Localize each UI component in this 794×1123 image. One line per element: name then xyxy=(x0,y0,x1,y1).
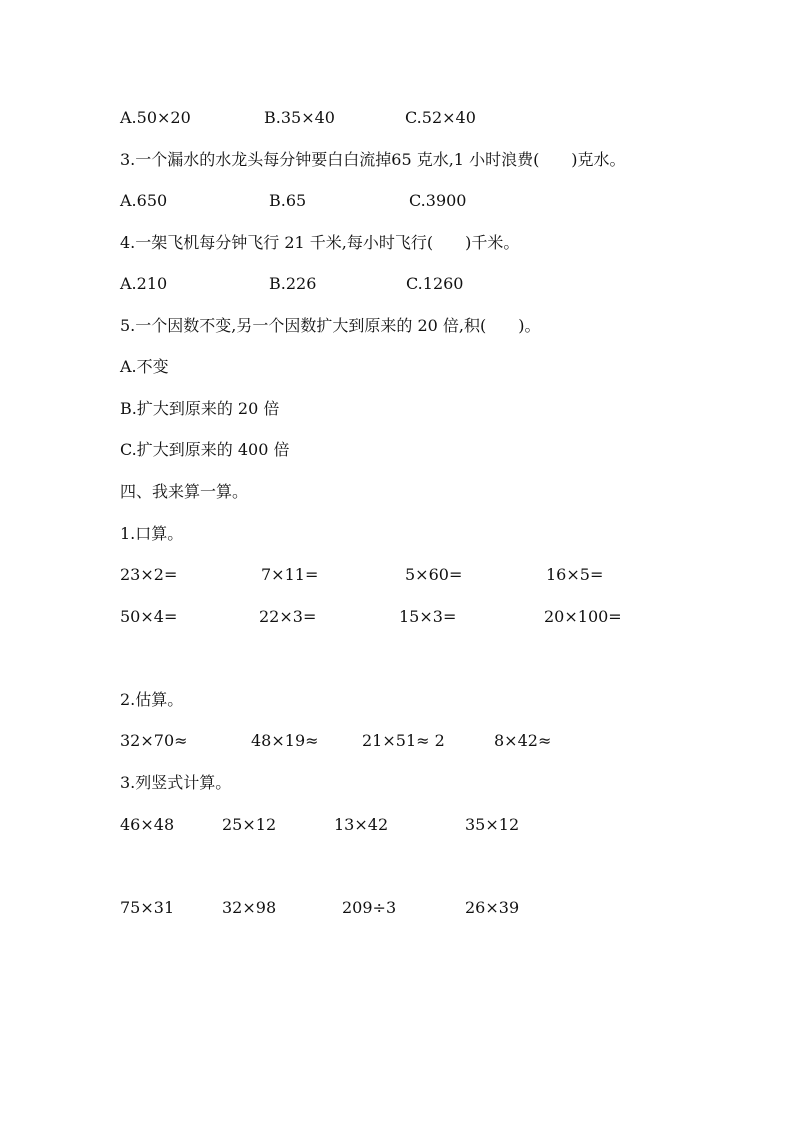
q4-option-a: A.210 xyxy=(120,274,168,293)
oral-calc-item: 50×4= xyxy=(120,607,178,626)
q2-option-c: C.52×40 xyxy=(405,108,476,127)
oral-calc-item: 23×2= xyxy=(120,565,178,584)
oral-calc-item: 22×3= xyxy=(259,607,317,626)
q4-option-c: C.1260 xyxy=(406,274,464,293)
estimate-item: 8×42≈ xyxy=(494,731,552,750)
vertical-calc-item: 46×48 xyxy=(120,815,175,834)
vertical-calc-item: 32×98 xyxy=(222,898,277,917)
section-4-title: 四、我来算一算。 xyxy=(120,482,249,501)
estimate-item: 21×51≈ 2 xyxy=(362,731,445,750)
vertical-calc-item: 209÷3 xyxy=(342,898,397,917)
estimate-item: 32×70≈ xyxy=(120,731,188,750)
q2-option-a: A.50×20 xyxy=(120,108,191,127)
oral-calc-item: 15×3= xyxy=(399,607,457,626)
question-4: 4.一架飞机每分钟飞行 21 千米,每小时飞行( )千米。 xyxy=(120,233,520,252)
estimate-title: 2.估算。 xyxy=(120,690,184,709)
estimate-item: 48×19≈ xyxy=(251,731,319,750)
q3-option-a: A.650 xyxy=(120,191,168,210)
vertical-calc-item: 13×42 xyxy=(334,815,389,834)
vertical-calc-title: 3.列竖式计算。 xyxy=(120,773,232,792)
q5-option-c: C.扩大到原来的 400 倍 xyxy=(120,440,290,459)
q3-option-b: B.65 xyxy=(269,191,307,210)
q5-option-b: B.扩大到原来的 20 倍 xyxy=(120,399,280,418)
q2-option-b: B.35×40 xyxy=(264,108,335,127)
question-5: 5.一个因数不变,另一个因数扩大到原来的 20 倍,积( )。 xyxy=(120,316,541,335)
oral-calc-item: 16×5= xyxy=(546,565,604,584)
vertical-calc-item: 25×12 xyxy=(222,815,277,834)
question-3: 3.一个漏水的水龙头每分钟要白白流掉65 克水,1 小时浪费( )克水。 xyxy=(120,150,626,169)
oral-calc-item: 5×60= xyxy=(405,565,463,584)
q4-option-b: B.226 xyxy=(269,274,317,293)
vertical-calc-item: 26×39 xyxy=(465,898,520,917)
oral-calc-item: 20×100= xyxy=(544,607,622,626)
vertical-calc-item: 35×12 xyxy=(465,815,520,834)
oral-calc-title: 1.口算。 xyxy=(120,524,184,543)
q5-option-a: A.不变 xyxy=(120,357,169,376)
oral-calc-item: 7×11= xyxy=(261,565,319,584)
vertical-calc-item: 75×31 xyxy=(120,898,175,917)
q3-option-c: C.3900 xyxy=(409,191,467,210)
